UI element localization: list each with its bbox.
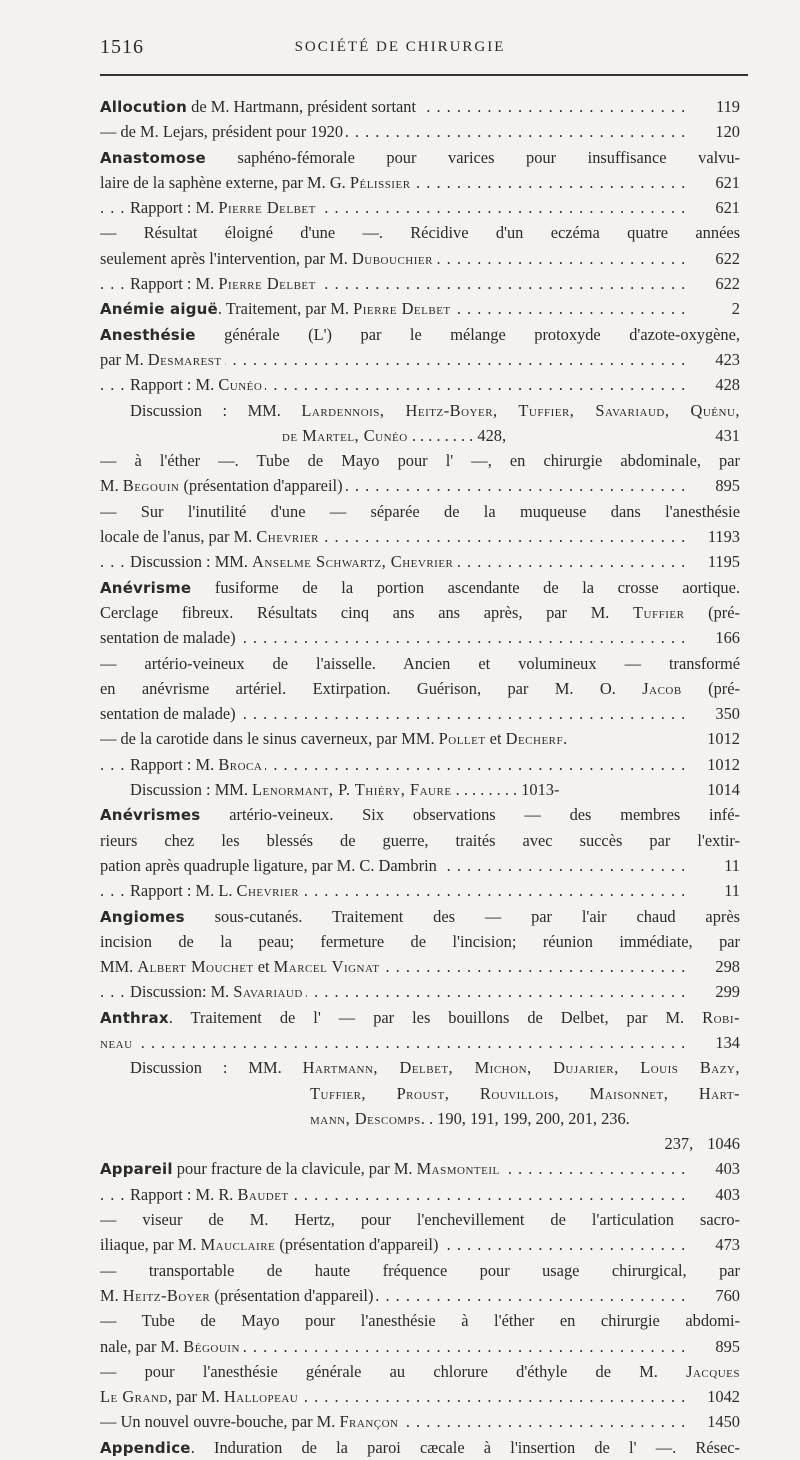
page-reference: 423 bbox=[689, 347, 740, 372]
index-entries bbox=[100, 94, 740, 1460]
entry-text: — transportable de haute fréquence pour usage chirurgical, par bbox=[100, 1260, 740, 1280]
index-line bbox=[100, 1435, 740, 1460]
page-reference: 622 bbox=[689, 246, 740, 271]
index-line bbox=[100, 600, 740, 625]
entry-text: — pour l'anesthésie générale au chlorure d'éthyle de M. Jacques bbox=[100, 1361, 740, 1381]
entry-text: — de la carotide dans le sinus caverneux, par MM. Pollet et Decherf. bbox=[100, 729, 568, 749]
entry-text: en anévrisme artériel. Extirpation. Guérison, par M. O. Jacob (pré- bbox=[100, 678, 740, 698]
index-line bbox=[100, 1081, 740, 1106]
entry-text: Appendice. Induration de la paroi cæcale à l'insertion de l' —. Résec- bbox=[100, 1437, 740, 1457]
index-line bbox=[100, 170, 740, 195]
entry-text: rieurs chez les blessés de guerre, traités avec succès par l'extir- bbox=[100, 830, 740, 850]
page-reference: 119 bbox=[689, 94, 740, 119]
entry-text: . . . M. Heitz-Boyer (présentation d'appareil) bbox=[100, 1283, 376, 1308]
index-line bbox=[100, 1409, 740, 1434]
page-reference: 895 bbox=[689, 1334, 740, 1359]
entry-text: . . . Le Grand, par M. Hallopeau bbox=[100, 1384, 301, 1409]
entry-text: Anévrisme fusiforme de la portion ascendante de la crosse aortique. bbox=[100, 577, 740, 597]
index-line bbox=[100, 828, 740, 853]
index-line bbox=[100, 1359, 740, 1384]
entry-text: incision de la peau; fermeture de l'incision; réunion immédiate, par bbox=[100, 931, 740, 951]
index-line bbox=[100, 423, 740, 448]
entry-text: . . . — Un nouvel ouvre-bouche, par M. Françon bbox=[100, 1409, 402, 1434]
index-line bbox=[100, 549, 740, 574]
entry-text: . . . iliaque, par M. Mauclaire (présentation d'appareil) bbox=[100, 1232, 441, 1257]
entry-text: — artério-veineux de l'aisselle. Ancien et volumineux — transformé bbox=[100, 653, 740, 673]
index-line bbox=[100, 347, 740, 372]
index-line bbox=[100, 1030, 740, 1055]
index-line bbox=[100, 676, 740, 701]
page-reference: 1012 bbox=[689, 752, 740, 777]
page-reference: 134 bbox=[689, 1030, 740, 1055]
entry-text: . . . neau bbox=[100, 1030, 136, 1055]
page-reference: 1193 bbox=[689, 524, 740, 549]
index-line bbox=[100, 322, 740, 347]
entry-text: Discussion : MM. Lenormant, P. Thiéry, Faure . . . . . . . . 1013- bbox=[130, 780, 560, 800]
entry-text: Tuffier, Proust, Rouvillois, Maisonnet, Hart- bbox=[310, 1083, 740, 1103]
entry-text: Angiomes sous-cutanés. Traitement des — par l'air chaud après bbox=[100, 906, 740, 926]
page-reference: 237, 1046 bbox=[664, 1134, 740, 1154]
entry-text: . . . Rapport : M. Pierre Delbet bbox=[130, 271, 319, 296]
entry-text: . . . Allocution de M. Hartmann, président sortant bbox=[100, 94, 419, 119]
page-reference: 431 bbox=[715, 425, 740, 445]
page-reference: 350 bbox=[689, 701, 740, 726]
page-reference: 622 bbox=[689, 271, 740, 296]
entry-text: . . . par M. Desmarest bbox=[100, 347, 225, 372]
entry-text: Anesthésie générale (L') par le mélange protoxyde d'azote-oxygène, bbox=[100, 324, 740, 344]
index-line bbox=[100, 145, 740, 170]
index-line bbox=[100, 979, 740, 1004]
index-line bbox=[100, 878, 740, 903]
entry-text: . . . MM. Albert Mouchet et Marcel Vignat bbox=[100, 954, 382, 979]
index-line bbox=[100, 1106, 740, 1131]
page-reference: 166 bbox=[689, 625, 740, 650]
index-line bbox=[100, 1182, 740, 1207]
page-reference: 473 bbox=[689, 1232, 740, 1257]
index-line bbox=[100, 94, 740, 119]
index-line bbox=[100, 904, 740, 929]
index-line bbox=[100, 473, 740, 498]
entry-text: . . . locale de l'anus, par M. Chevrier bbox=[100, 524, 322, 549]
entry-text: Cerclage fibreux. Résultats cinq ans ans après, par M. Tuffier (pré- bbox=[100, 602, 740, 622]
entry-text: Discussion : MM. Lardennois, Heitz-Boyer, Tuffier, Savariaud, Quénu, bbox=[130, 400, 740, 420]
index-line bbox=[100, 195, 740, 220]
entry-text: . . . Rapport : M. Cunéo bbox=[130, 372, 265, 397]
index-line bbox=[100, 853, 740, 878]
entry-text: . . . nale, par M. Bégouin bbox=[100, 1334, 243, 1359]
entry-text: Discussion : MM. Hartmann, Delbet, Michon, Dujarier, Louis Bazy, bbox=[130, 1058, 740, 1078]
page-reference: 760 bbox=[689, 1283, 740, 1308]
entry-text: . . . M. Begouin (présentation d'appareil) bbox=[100, 473, 346, 498]
page-reference: 428 bbox=[689, 372, 740, 397]
page-reference: 11 bbox=[689, 853, 740, 878]
entry-text: . . . Rapport : M. Broca bbox=[130, 752, 265, 777]
entry-text: de Martel, Cunéo . . . . . . . . 428, bbox=[281, 425, 507, 445]
page-reference: 299 bbox=[689, 979, 740, 1004]
index-line bbox=[100, 1232, 740, 1257]
entry-text: . . . Rapport : M. L. Chevrier bbox=[130, 878, 302, 903]
index-line bbox=[100, 1258, 740, 1283]
page-reference: 11 bbox=[689, 878, 740, 903]
entry-text: — Résultat éloigné d'une —. Récidive d'un eczéma quatre années bbox=[100, 223, 740, 243]
page-reference: 1014 bbox=[707, 780, 740, 800]
index-line bbox=[100, 220, 740, 245]
entry-text: . . . Rapport : M. R. Baudet bbox=[130, 1182, 292, 1207]
page-header bbox=[0, 0, 800, 80]
entry-text: . . . laire de la saphène externe, par M. G. Pélissier bbox=[100, 170, 414, 195]
page-reference: 1195 bbox=[689, 549, 740, 574]
entry-text: . . . sentation de malade) bbox=[100, 701, 239, 726]
entry-text: . . . Discussion: M. Savariaud bbox=[130, 979, 306, 1004]
index-line bbox=[100, 752, 740, 777]
index-line bbox=[100, 1384, 740, 1409]
index-line bbox=[100, 1156, 740, 1181]
index-line bbox=[100, 929, 740, 954]
page-reference: 2 bbox=[689, 296, 740, 321]
entry-text: . . . pation après quadruple ligature, par M. C. Dambrin bbox=[100, 853, 440, 878]
entry-text: — à l'éther —. Tube de Mayo pour l' —, en chirurgie abdominale, par bbox=[100, 451, 740, 471]
entry-text: . . . Discussion : MM. Anselme Schwartz, Chevrier bbox=[130, 549, 456, 574]
index-line bbox=[100, 1207, 740, 1232]
index-line bbox=[100, 1283, 740, 1308]
index-line bbox=[100, 372, 740, 397]
index-line bbox=[100, 296, 740, 321]
index-line bbox=[100, 625, 740, 650]
index-line bbox=[100, 651, 740, 676]
index-line bbox=[100, 246, 740, 271]
index-line bbox=[100, 398, 740, 423]
index-line bbox=[100, 499, 740, 524]
index-line bbox=[100, 448, 740, 473]
index-line bbox=[100, 1334, 740, 1359]
index-line bbox=[100, 701, 740, 726]
index-line bbox=[100, 271, 740, 296]
page-number: 1516 bbox=[100, 36, 144, 58]
index-line bbox=[100, 1055, 740, 1080]
index-line bbox=[100, 1308, 740, 1333]
index-line bbox=[100, 777, 740, 802]
entry-text: — Tube de Mayo pour l'anesthésie à l'éther en chirurgie abdomi- bbox=[100, 1311, 740, 1331]
entry-text: . . . — de M. Lejars, président pour 1920 bbox=[100, 119, 346, 144]
page-reference: 1450 bbox=[689, 1409, 740, 1434]
page-reference: 621 bbox=[689, 170, 740, 195]
page-reference: 621 bbox=[689, 195, 740, 220]
entry-text: Anthrax. Traitement de l' — par les bouillons de Delbet, par M. Robi- bbox=[100, 1007, 740, 1027]
page-reference: 403 bbox=[689, 1156, 740, 1181]
entry-text: — Sur l'inutilité d'une — séparée de la muqueuse dans l'anesthésie bbox=[100, 501, 740, 521]
header-rule bbox=[100, 74, 748, 76]
index-line bbox=[100, 575, 740, 600]
entry-text: Anastomose saphéno-fémorale pour varices pour insuffisance valvu- bbox=[100, 147, 740, 167]
entry-text: . . . sentation de malade) bbox=[100, 625, 239, 650]
index-line bbox=[100, 802, 740, 827]
entry-text: Anévrismes artério-veineux. Six observations — des membres infé- bbox=[100, 805, 740, 825]
page-reference: 1042 bbox=[689, 1384, 740, 1409]
entry-text: — viseur de M. Hertz, pour l'enchevillement de l'articulation sacro- bbox=[100, 1210, 740, 1230]
entry-text: mann, Descomps. . 190, 191, 199, 200, 201, 236. bbox=[310, 1108, 630, 1128]
index-line bbox=[100, 954, 740, 979]
index-line bbox=[100, 1131, 740, 1156]
page-reference: 1012 bbox=[707, 729, 740, 749]
index-line bbox=[100, 524, 740, 549]
page-reference: 403 bbox=[689, 1182, 740, 1207]
entry-text: . . . Anémie aiguë. Traitement, par M. Pierre Delbet bbox=[100, 296, 454, 321]
index-line bbox=[100, 119, 740, 144]
running-head: SOCIÉTÉ DE CHIRURGIE bbox=[294, 39, 506, 55]
page-reference: 120 bbox=[689, 119, 740, 144]
entry-text: . . . seulement après l'intervention, par M. Dubouchier bbox=[100, 246, 436, 271]
index-line bbox=[100, 1005, 740, 1030]
entry-text: . . . Appareil pour fracture de la clavicule, par M. Masmonteil bbox=[100, 1156, 503, 1181]
index-line bbox=[100, 726, 740, 751]
page-reference: 298 bbox=[689, 954, 740, 979]
entry-text: . . . Rapport : M. Pierre Delbet bbox=[130, 195, 319, 220]
page-reference: 895 bbox=[689, 473, 740, 498]
